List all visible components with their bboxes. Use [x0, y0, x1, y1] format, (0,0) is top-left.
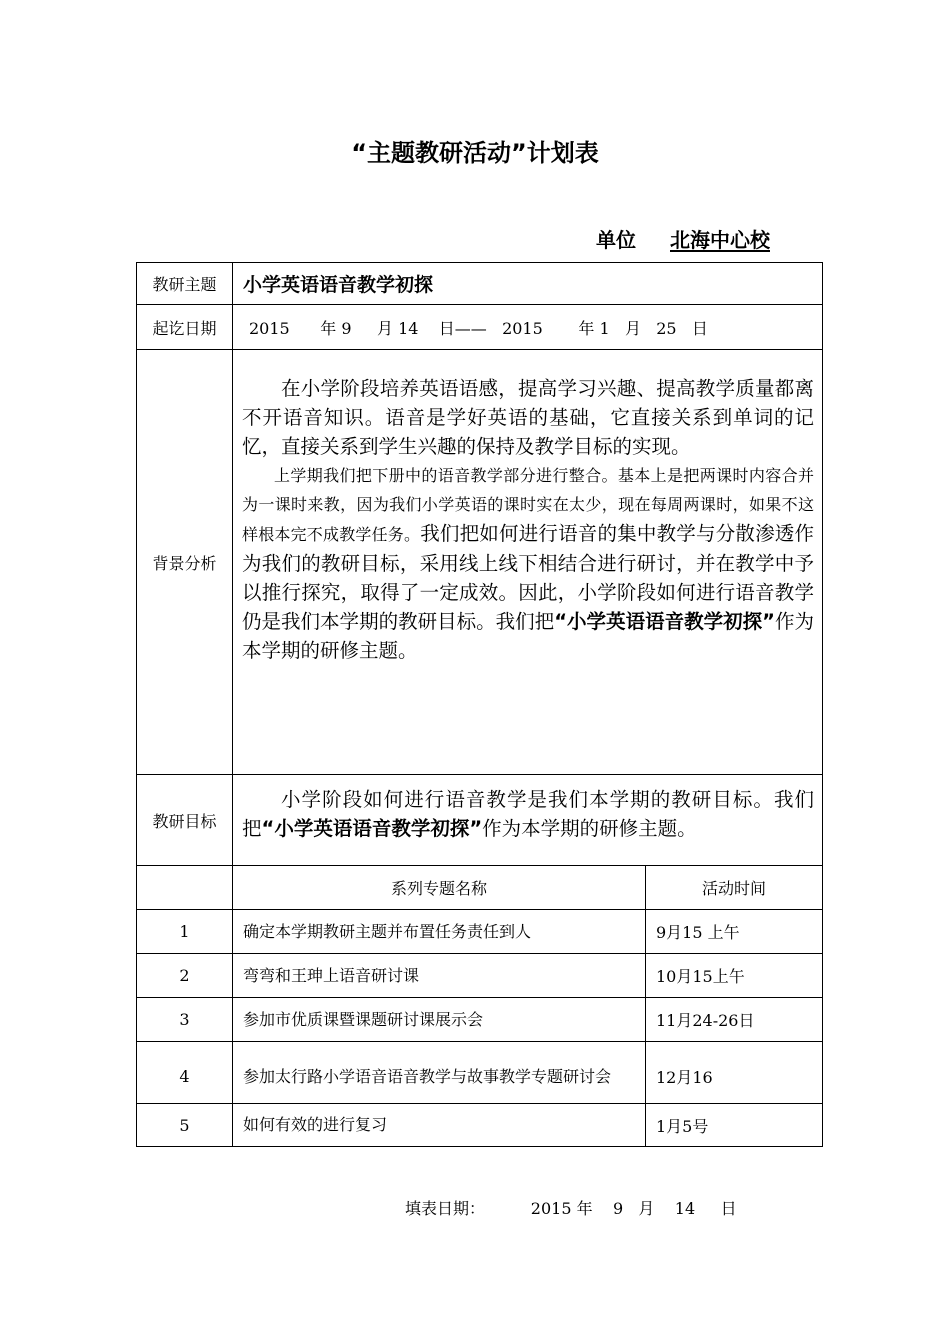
table-row	[137, 954, 823, 998]
day-char: 日	[691, 318, 708, 338]
table-row	[137, 998, 823, 1042]
goal-text-start: 小学阶段如何进行语音教学是我们本学期的教研目标。我们把	[242, 788, 815, 840]
row-name: 如何有效的进行复习	[233, 1104, 646, 1147]
fill-year: 2015	[530, 1199, 572, 1218]
row-time: 9月15 上午	[646, 910, 823, 954]
dates-label: 起讫日期	[137, 305, 233, 350]
row-number: 1	[137, 910, 233, 954]
unit-value: 北海中心校	[670, 228, 770, 252]
day-char: 日	[438, 318, 455, 338]
goal-row	[137, 775, 823, 866]
goal-text-bold: “小学英语语音教学初探”	[261, 817, 483, 840]
background-row	[137, 350, 823, 775]
header-name: 系列专题名称	[233, 866, 646, 910]
background-label: 背景分析	[137, 350, 233, 775]
month-char: 月	[376, 318, 393, 338]
fill-day-char: 日	[720, 1199, 737, 1218]
topic-value: 小学英语语音教学初探	[233, 263, 823, 305]
row-name: 参加市优质课暨课题研讨课展示会	[233, 998, 646, 1042]
activities-header-row	[137, 866, 823, 910]
header-empty-cell	[137, 866, 233, 910]
row-time: 1月5号	[646, 1104, 823, 1147]
row-number: 2	[137, 954, 233, 998]
goal-text	[242, 785, 814, 843]
row-name: 弯弯和王珅上语音研讨课	[233, 954, 646, 998]
header-time: 活动时间	[646, 866, 823, 910]
goal-label: 教研目标	[137, 775, 233, 866]
row-number: 5	[137, 1104, 233, 1147]
fill-month-char: 月	[638, 1199, 655, 1218]
end-day: 25	[656, 318, 677, 338]
start-year: 2015	[249, 318, 290, 338]
table-row	[137, 910, 823, 954]
plan-table	[136, 262, 823, 1147]
month-char: 月	[624, 318, 641, 338]
end-month: 1	[599, 318, 610, 338]
unit-label: 单位	[596, 228, 636, 252]
fill-year-char: 年	[576, 1199, 593, 1218]
goal-text-end: 作为本学期的研修主题。	[482, 817, 697, 840]
background-para-1: 在小学阶段培养英语语感，提高学习兴趣、提高教学质量都离不开语音知识。语音是学好英语的基础，它直接关系到单词的记忆，直接关系到学生兴趣的保持及教学目标的实现。	[242, 377, 815, 458]
background-content	[233, 350, 823, 775]
dates-value	[233, 305, 823, 350]
row-name: 参加太行路小学语音语音教学与故事教学专题研讨会	[233, 1042, 646, 1104]
fill-date	[405, 1196, 737, 1219]
background-para-2-end: 作为本学期的研修主题。	[242, 610, 814, 662]
row-number: 4	[137, 1042, 233, 1104]
topic-row	[137, 263, 823, 305]
background-para-2-main: 我们把如何进行语音的集中教学与分散渗透作为我们的教研目标，采用线上线下相结合进行研讨，并在教学中予以推行探究，取得了一定成效。因此，小学阶段如何进行语音教学仍是我们本学期的教研目标。我们把	[242, 522, 815, 633]
fill-month: 9	[612, 1199, 624, 1218]
table-row	[137, 1042, 823, 1104]
background-para-2	[242, 461, 814, 665]
start-day: 14	[398, 318, 419, 338]
dates-row	[137, 305, 823, 350]
row-number: 3	[137, 998, 233, 1042]
end-year: 2015	[502, 318, 543, 338]
fill-day: 14	[674, 1199, 696, 1218]
fill-date-label: 填表日期：	[405, 1199, 486, 1218]
page-title: “主题教研活动”计划表	[351, 139, 599, 167]
row-time: 12月16	[646, 1042, 823, 1104]
date-dash: ——	[454, 318, 487, 338]
start-month: 9	[341, 318, 352, 338]
row-name: 确定本学期教研主题并布置任务责任到人	[233, 910, 646, 954]
row-time: 11月24-26日	[646, 998, 823, 1042]
table-row	[137, 1104, 823, 1147]
background-para-2-bold: “小学英语语音教学初探”	[554, 610, 775, 633]
background-para-2-small: 上学期我们把下册中的语音教学部分进行整合。基本上是把两课时内容合并为一课时来教，因为我们小学英语的课时实在太少，现在每周两课时，如果不这样根本完不成教学任务。	[242, 466, 815, 544]
topic-label: 教研主题	[137, 263, 233, 305]
goal-content	[233, 775, 823, 866]
year-char: 年	[320, 318, 337, 338]
year-char: 年	[578, 318, 595, 338]
row-time: 10月15上午	[646, 954, 823, 998]
unit-line	[596, 224, 770, 253]
